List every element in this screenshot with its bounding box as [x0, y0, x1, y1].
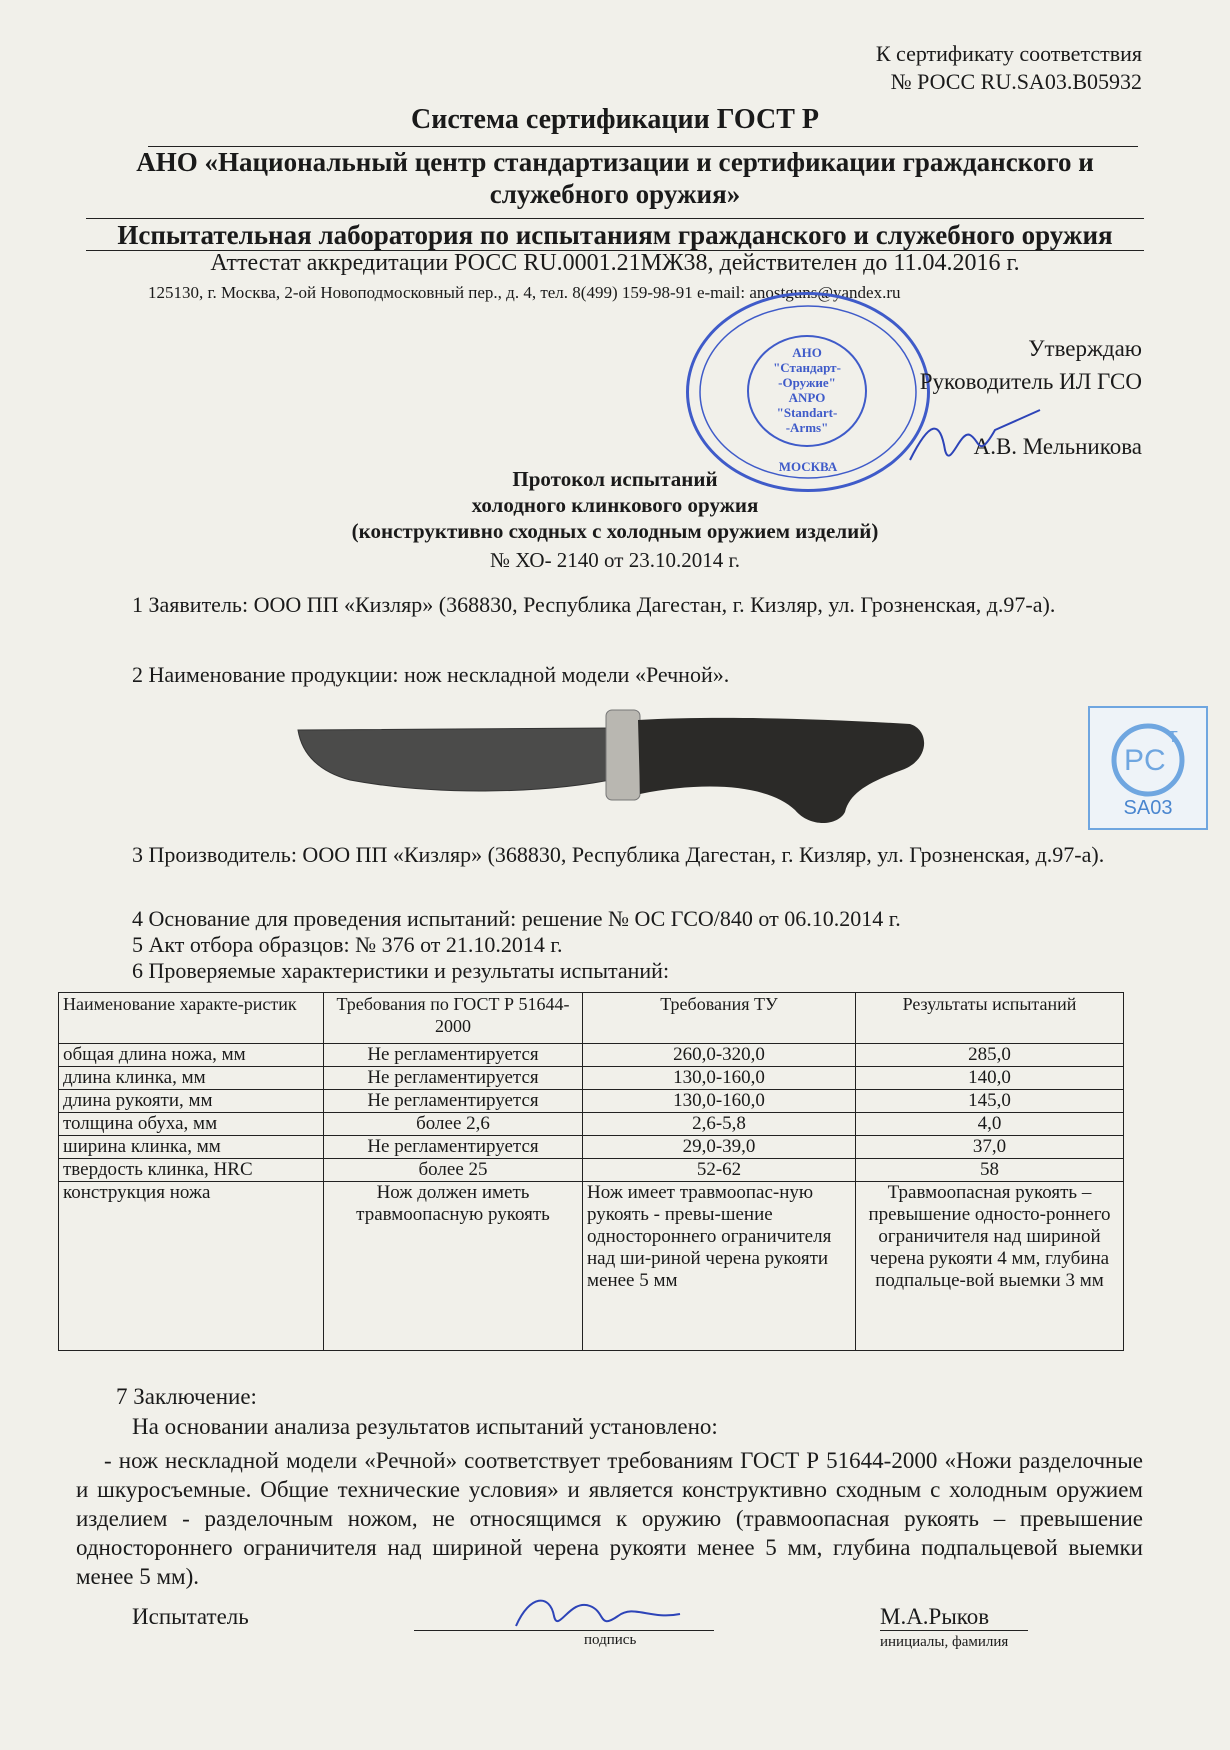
svg-text:PC: PC: [1124, 744, 1166, 777]
protocol-title: [0, 466, 1230, 544]
protocol-number: № ХО- 2140 от 23.10.2014 г.: [490, 548, 740, 572]
stamp-center: [747, 335, 867, 447]
conclusion-text: - нож нескладной модели «Речной» соответствует требованиям ГОСТ Р 51644-2000 «Ножи разделочные и шкуросъемные. Общие технические условия» и является конструктивно сходным с холодным оружием изделием - разделочным ножом, не относящимся к оружию (травмоопасная рукоять – превышение одностороннего ограничителя над шириной черена рукояти менее 5 мм, глубина подпальцевой выемки менее 5 мм).: [76, 1448, 1143, 1589]
table-cell: ширина клинка, мм: [59, 1136, 324, 1159]
divider: [86, 218, 1144, 219]
signature-caption: подпись: [584, 1632, 637, 1648]
approval-line1: Утверждаю: [1028, 336, 1142, 361]
table-cell: общая длина ножа, мм: [59, 1044, 324, 1067]
tester-label: Испытатель: [132, 1604, 249, 1629]
knife-photo: [290, 700, 940, 830]
table-cell: Не регламентируется: [324, 1044, 583, 1067]
accreditation-line: Аттестат аккредитации РОСС RU.0001.21МЖ38, действителен до 11.04.2016 г.: [210, 250, 1020, 276]
table-header-cell: Результаты испытаний: [856, 993, 1124, 1044]
table-cell: 37,0: [856, 1136, 1124, 1159]
table-cell: 52-62: [583, 1159, 856, 1182]
table-cell: конструкция ножа: [59, 1182, 324, 1351]
table-row: [59, 1090, 1124, 1113]
protocol-title-line1: Протокол испытаний: [512, 467, 718, 491]
table-row: [59, 1067, 1124, 1090]
item-characteristics: 6 Проверяемые характеристики и результаты испытаний:: [132, 958, 670, 983]
table-cell: толщина обуха, мм: [59, 1113, 324, 1136]
item-test-basis: 4 Основание для проведения испытаний: решение № ОС ГСО/840 от 06.10.2014 г.: [132, 906, 901, 931]
certification-system-title: Система сертификации ГОСТ Р: [411, 104, 819, 135]
table-cell: Нож имеет травмоопас-ную рукоять - превы-шение одностороннего ограничителя над ши-риной черена рукояти менее 5 мм: [583, 1182, 856, 1351]
table-cell: 29,0-39,0: [583, 1136, 856, 1159]
certificate-reference-number: № РОСС RU.SA03.B05932: [890, 69, 1142, 94]
approver-name: А.В. Мельникова: [973, 434, 1142, 459]
table-cell: Травмоопасная рукоять – превышение односто-роннего ограничителя над шириной черена рукояти 4 мм, глубина подпальце-вой выемки 3 мм: [856, 1182, 1124, 1351]
tester-name: М.А.Рыков: [880, 1604, 990, 1629]
item-applicant: 1 Заявитель: ООО ПП «Кизляр» (368830, Республика Дагестан, г. Кизляр, ул. Грозненская, д.97-а).: [132, 592, 1056, 617]
table-row: [59, 1136, 1124, 1159]
conclusion-heading: 7 Заключение:: [116, 1384, 257, 1409]
table-cell: длина клинка, мм: [59, 1067, 324, 1090]
table-row: [59, 1044, 1124, 1067]
table-cell: твердость клинка, HRC: [59, 1159, 324, 1182]
table-header-cell: Наименование характе-ристик: [59, 993, 324, 1044]
rst-logo-icon: [1090, 708, 1206, 808]
approval-line2: Руководитель ИЛ ГСО: [919, 369, 1142, 394]
name-caption: инициалы, фамилия: [880, 1634, 1009, 1650]
name-line: [880, 1630, 1028, 1631]
table-cell: Не регламентируется: [324, 1067, 583, 1090]
organization-name: АНО «Национальный центр стандартизации и сертификации гражданского и служебного оружия»: [136, 147, 1094, 209]
table-cell: Не регламентируется: [324, 1090, 583, 1113]
mark-label: SA03: [1123, 797, 1173, 819]
table-cell: 2,6-5,8: [583, 1113, 856, 1136]
table-cell: 130,0-160,0: [583, 1090, 856, 1113]
table-header-row: [59, 993, 1124, 1044]
table-cell: 285,0: [856, 1044, 1124, 1067]
table-row: [59, 1159, 1124, 1182]
certificate-reference: [876, 40, 1142, 96]
stamp-text: АНО: [792, 345, 822, 360]
table-cell: Не регламентируется: [324, 1136, 583, 1159]
gost-r-mark: [1088, 706, 1208, 830]
item-manufacturer: 3 Производитель: ООО ПП «Кизляр» (368830, Республика Дагестан, г. Кизляр, ул. Грозненская, д.97-а).: [132, 842, 1105, 867]
certificate-reference-line1: К сертификату соответствия: [875, 41, 1142, 66]
svg-text:T: T: [1168, 729, 1178, 746]
item-sampling-act: 5 Акт отбора образцов: № 376 от 21.10.2014 г.: [132, 932, 563, 957]
protocol-title-line3: (конструктивно сходных с холодным оружием изделий): [351, 519, 879, 543]
item-product-name: 2 Наименование продукции: нож нескладной модели «Речной».: [132, 662, 730, 687]
table-cell: 145,0: [856, 1090, 1124, 1113]
table-cell: 4,0: [856, 1113, 1124, 1136]
table-cell: 140,0: [856, 1067, 1124, 1090]
table-header-cell: Требования по ГОСТ Р 51644-2000: [324, 993, 583, 1044]
stamp-text: "Standart-: [776, 405, 838, 420]
table-cell: более 25: [324, 1159, 583, 1182]
round-stamp: [686, 292, 930, 492]
protocol-title-line2: холодного клинкового оружия: [471, 493, 759, 517]
address-line: 125130, г. Москва, 2-ой Новоподмосковный пер., д. 4, тел. 8(499) 159-98-91 e-mail: anostguns@yandex.ru: [148, 283, 901, 302]
stamp-text: ANPO: [788, 390, 826, 405]
stamp-city: МОСКВА: [778, 459, 838, 474]
table-cell: Нож должен иметь травмоопасную рукоять: [324, 1182, 583, 1351]
table-row: [59, 1182, 1124, 1351]
stamp-text: -Arms": [785, 420, 829, 435]
table-cell: 260,0-320,0: [583, 1044, 856, 1067]
table-cell: длина рукояти, мм: [59, 1090, 324, 1113]
table-row: [59, 1113, 1124, 1136]
results-table: [58, 992, 1124, 1351]
table-cell: 58: [856, 1159, 1124, 1182]
stamp-text: -Оружие": [778, 375, 836, 390]
stamp-text: "Стандарт-: [773, 360, 841, 375]
table-cell: 130,0-160,0: [583, 1067, 856, 1090]
table-cell: более 2,6: [324, 1113, 583, 1136]
table-header-cell: Требования ТУ: [583, 993, 856, 1044]
laboratory-name: Испытательная лаборатория по испытаниям гражданского и служебного оружия: [117, 220, 1113, 250]
conclusion-intro: На основании анализа результатов испытаний установлено:: [132, 1414, 718, 1439]
